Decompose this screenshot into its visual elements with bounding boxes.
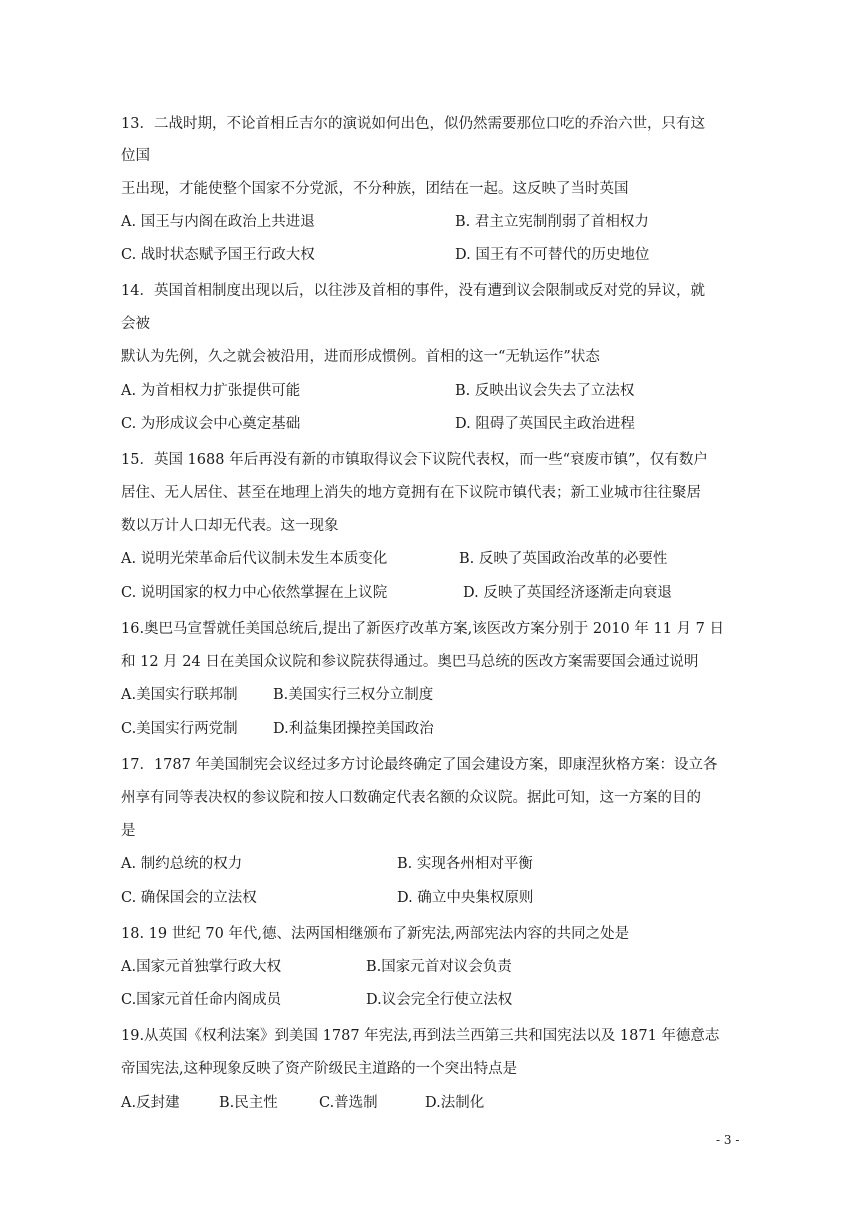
q16-option-a: A.美国实行联邦制 — [121, 687, 238, 703]
page-number: - 3 - — [716, 1133, 740, 1147]
q14-stem-line-2: 会被 — [121, 316, 150, 332]
q19-stem-line-2: 帝国宪法,这种现象反映了资产阶级民主道路的一个突出特点是 — [121, 1061, 518, 1077]
q14-option-a: A. 为首相权力扩张提供可能 — [121, 383, 301, 399]
q17-option-b: B. 实现各州相对平衡 — [397, 856, 533, 872]
q13-stem-line-3: 王出现，才能使整个国家不分党派，不分种族，团结在一起。这反映了当时英国 — [121, 181, 629, 197]
q19-option-a: A.反封建 — [121, 1095, 180, 1111]
q16-stem-line-1: 16.奥巴马宣誓就任美国总统后,提出了新医疗改革方案,该医改方案分别于 2010 年 11 月 7 日 — [121, 621, 725, 637]
q18-option-d: D.议会完全行使立法权 — [366, 992, 513, 1008]
q18-option-c: C.国家元首任命内阁成员 — [121, 992, 282, 1008]
q17-stem-line-1: 17．1787 年美国制宪会议经过多方讨论最终确定了国会建设方案，即康涅狄格方案：设立各 — [121, 757, 718, 773]
q16-stem-line-2: 和 12 月 24 日在美国众议院和参议院获得通过。奥巴马总统的医改方案需要国会通过说明 — [121, 654, 699, 670]
q19-stem-line-1: 19.从英国《权利法案》到美国 1787 年宪法,再到法兰西第三共和国宪法以及 1871 年德意志 — [121, 1028, 720, 1044]
q15-option-d: D. 反映了英国经济逐渐走向衰退 — [463, 585, 672, 601]
q17-option-a: A. 制约总统的权力 — [121, 856, 243, 872]
q14-option-d: D. 阻碍了英国民主政治进程 — [455, 416, 635, 432]
q17-option-c: C. 确保国会的立法权 — [121, 890, 257, 906]
q15-option-b: B. 反映了英国政治改革的必要性 — [459, 551, 668, 567]
q17-option-d: D. 确立中央集权原则 — [397, 890, 534, 906]
q17-stem-line-3: 是 — [121, 823, 136, 839]
q13-stem-line-2: 位国 — [121, 148, 150, 164]
q14-option-b: B. 反映出议会失去了立法权 — [455, 383, 635, 399]
q18-stem-line-1: 18. 19 世纪 70 年代,德、法两国相继颁布了新宪法,两部宪法内容的共同之处是 — [121, 926, 630, 942]
q19-option-b: B.民主性 — [219, 1095, 278, 1111]
q15-stem-line-1: 15．英国 1688 年后再没有新的市镇取得议会下议院代表权，而一些“衰废市镇”，仅有数户 — [121, 452, 708, 468]
q15-option-c: C. 说明国家的权力中心依然掌握在上议院 — [121, 585, 388, 601]
q16-option-b: B.美国实行三权分立制度 — [273, 687, 434, 703]
q19-option-d: D.法制化 — [425, 1095, 485, 1111]
q16-option-c: C.美国实行两党制 — [121, 721, 238, 737]
q13-stem-line-1: 13．二战时期，不论首相丘吉尔的演说如何出色，似仍然需要那位口吃的乔治六世，只有这 — [121, 116, 705, 132]
q13-option-c: C. 战时状态赋予国王行政大权 — [121, 247, 315, 263]
q17-stem-line-2: 州享有同等表决权的参议院和按人口数确定代表名额的众议院。据此可知，这一方案的目的 — [121, 790, 701, 806]
q13-option-b: B. 君主立宪制削弱了首相权力 — [455, 214, 649, 230]
q18-option-a: A.国家元首独掌行政大权 — [121, 959, 282, 975]
q18-option-b: B.国家元首对议会负责 — [366, 959, 512, 975]
q16-option-d: D.利益集团操控美国政治 — [273, 721, 434, 737]
q19-option-c: C.普选制 — [319, 1095, 378, 1111]
q15-option-a: A. 说明光荣革命后代议制未发生本质变化 — [121, 551, 388, 567]
q13-option-d: D. 国王有不可替代的历史地位 — [455, 247, 650, 263]
q15-stem-line-3: 数以万计人口却无代表。这一现象 — [121, 518, 339, 534]
q14-option-c: C. 为形成议会中心奠定基础 — [121, 416, 301, 432]
q14-stem-line-1: 14．英国首相制度出现以后，以往涉及首相的事件，没有遭到议会限制或反对党的异议，就 — [121, 283, 705, 299]
q15-stem-line-2: 居住、无人居住、甚至在地理上消失的地方竟拥有在下议院市镇代表；新工业城市往往聚居 — [121, 485, 701, 501]
q13-option-a: A. 国王与内阁在政治上共进退 — [121, 214, 315, 230]
q14-stem-line-3: 默认为先例，久之就会被沿用，进而形成惯例。首相的这一“无轨运作”状态 — [121, 349, 600, 365]
